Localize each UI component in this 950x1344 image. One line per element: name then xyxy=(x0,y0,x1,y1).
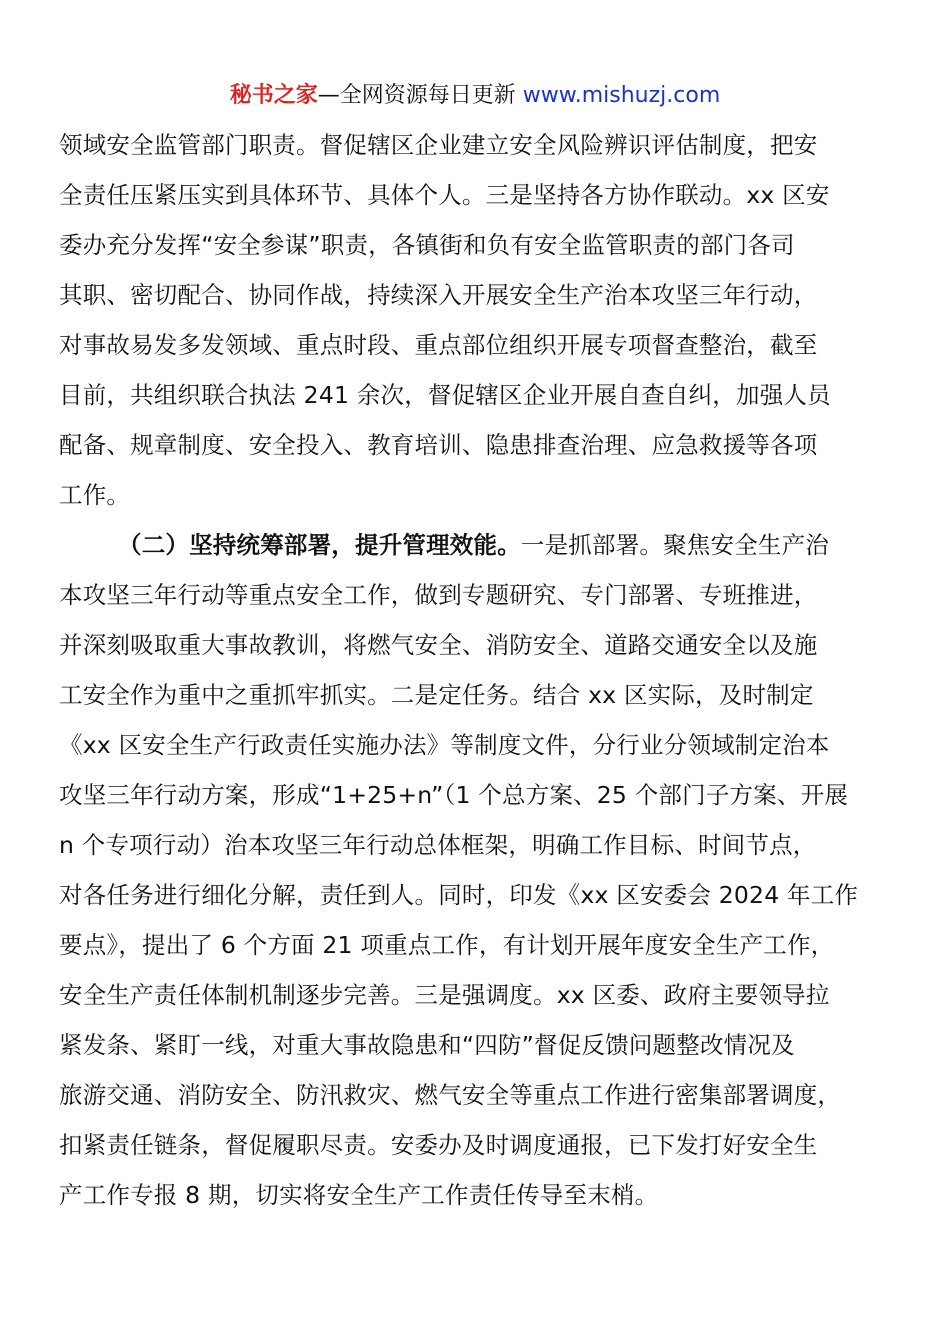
text-line: 工作。 xyxy=(59,481,131,509)
text-line: 要点》，提出了 6 个方面 21 项重点工作，有计划开展年度安全生产工作， xyxy=(59,931,835,959)
text-line: 工安全作为重中之重抓牢抓实。二是定任务。结合 xx 区实际，及时制定 xyxy=(59,681,814,709)
text-line: 旅游交通、消防安全、防汛救灾、燃气安全等重点工作进行密集部署调度， xyxy=(59,1081,842,1109)
text-line: 安全生产责任体制机制逐步完善。三是强调度。xx 区委、政府主要领导拉 xyxy=(59,981,830,1009)
text-line: 全责任压紧压实到具体环节、具体个人。三是坚持各方协作联动。xx 区安 xyxy=(59,181,830,209)
text-line: 配备、规章制度、安全投入、教育培训、隐患排查治理、应急救援等各项 xyxy=(59,431,818,459)
text-line: n 个专项行动）治本攻坚三年行动总体框架，明确工作目标、时间节点， xyxy=(59,831,817,859)
text-line: 本攻坚三年行动等重点安全工作，做到专题研究、专门部署、专班推进， xyxy=(59,581,818,609)
text-line: 对事故易发多发领域、重点时段、重点部位组织开展专项督查整治，截至 xyxy=(59,331,818,359)
text-line: 产工作专报 8 期，切实将安全生产工作责任传导至末梢。 xyxy=(59,1181,659,1209)
text-line: 领域安全监管部门职责。督促辖区企业建立安全风险辨识评估制度，把安 xyxy=(59,131,818,159)
page-header xyxy=(0,80,950,112)
header-tagline: —全网资源每日更新 xyxy=(317,83,523,108)
text-line-continuation: 一是抓部署。聚焦安全生产治 xyxy=(520,531,830,559)
text-line: 目前，共组织联合执法 241 余次，督促辖区企业开展自查自纠，加强人员 xyxy=(59,381,831,409)
website-link[interactable]: www.mishuzj.com xyxy=(522,83,721,108)
text-line: 《xx 区安全生产行政责任实施办法》等制度文件，分行业分领域制定治本 xyxy=(59,731,830,759)
text-line: 委办充分发挥“安全参谋”职责，各镇街和负有安全监管职责的部门各司 xyxy=(59,231,795,259)
brand-name: 秘书之家 xyxy=(229,83,318,108)
text-line: 对各任务进行细化分解，责任到人。同时，印发《xx 区安委会 2024 年工作 xyxy=(59,881,859,909)
text-line: 紧发条、紧盯一线，对重大事故隐患和“四防”督促反馈问题整改情况及 xyxy=(59,1031,795,1059)
text-line: 攻坚三年行动方案，形成“1+25+n”（1 个总方案、25 个部门子方案、开展 xyxy=(59,781,849,809)
text-line: 并深刻吸取重大事故教训，将燃气安全、消防安全、道路交通安全以及施 xyxy=(59,631,818,659)
section-heading: （二）坚持统筹部署，提升管理效能。 xyxy=(118,531,521,559)
text-line: 扣紧责任链条，督促履职尽责。安委办及时调度通报，已下发打好安全生 xyxy=(59,1131,818,1159)
text-line: 其职、密切配合、协同作战，持续深入开展安全生产治本攻坚三年行动， xyxy=(59,281,818,309)
section-heading-line xyxy=(59,520,891,570)
document-body xyxy=(59,120,891,1220)
